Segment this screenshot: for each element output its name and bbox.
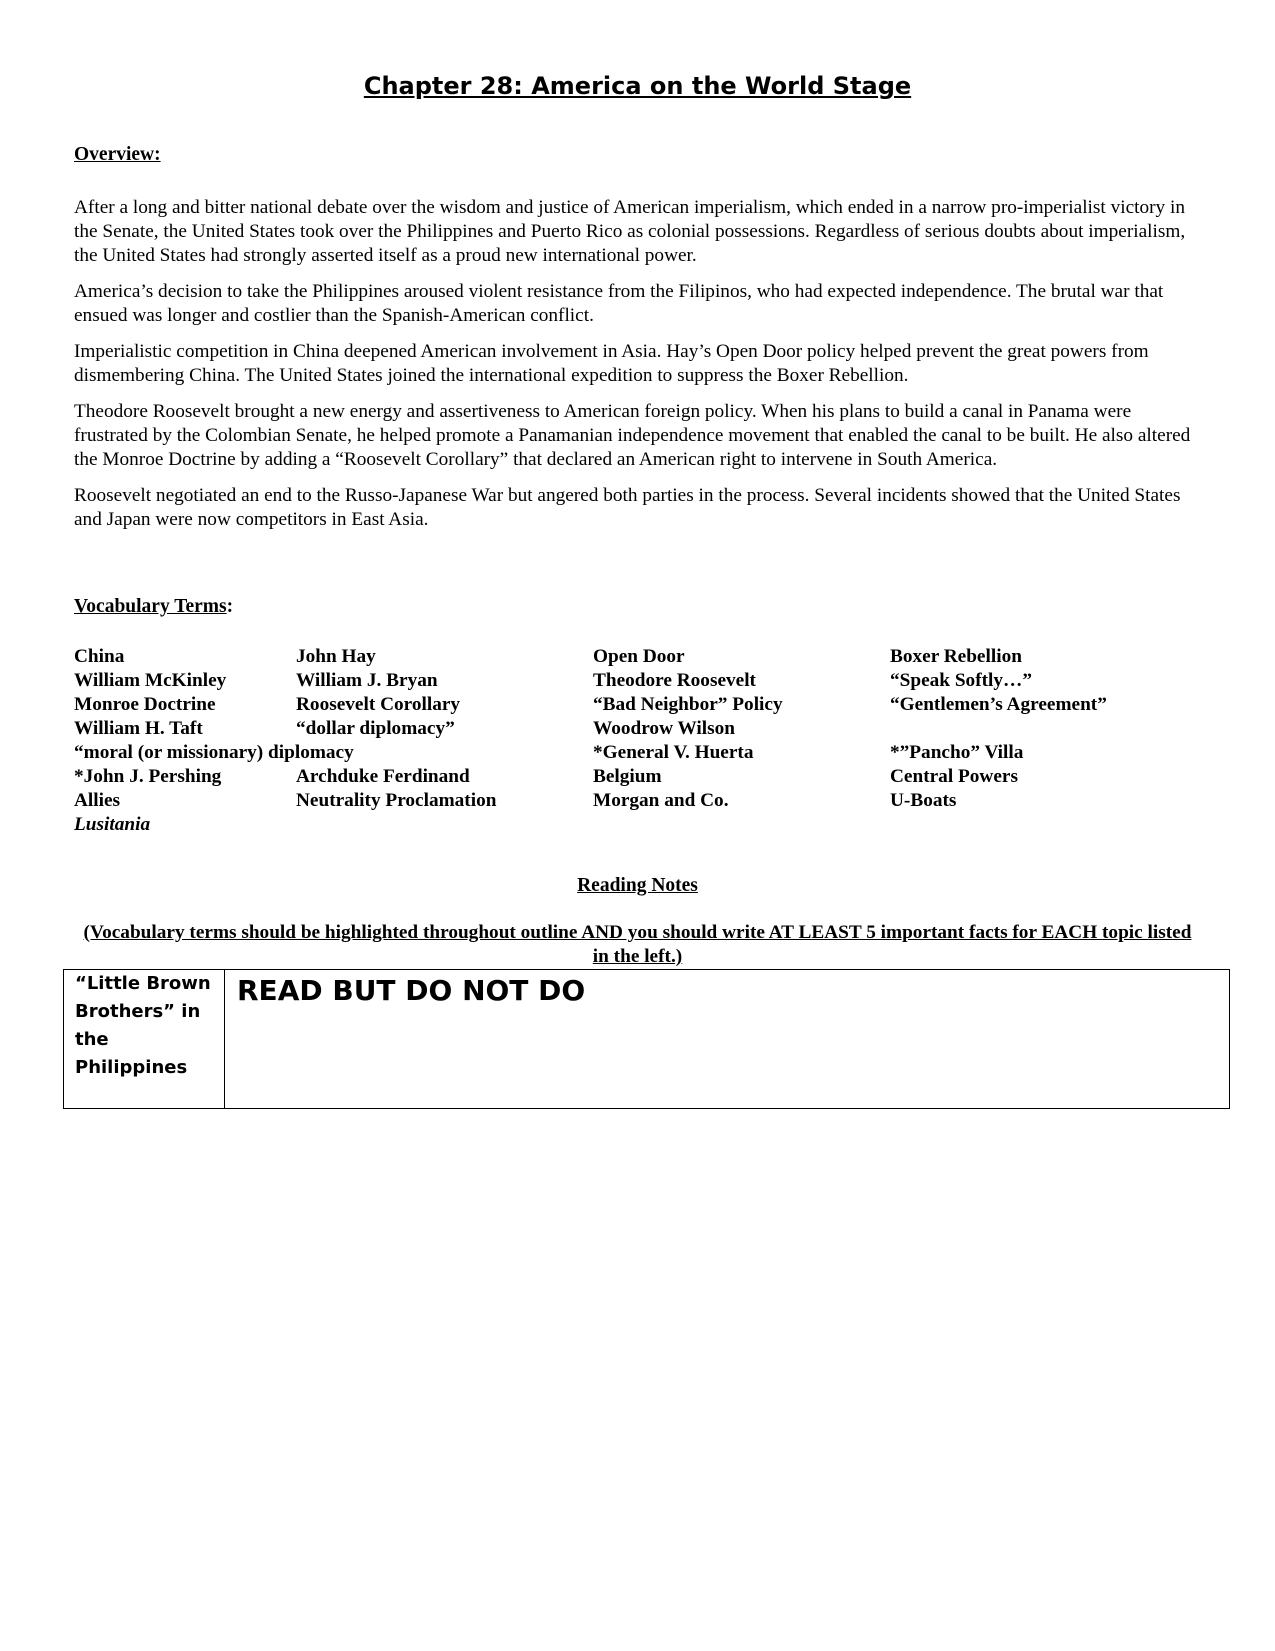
topic-line: the [75, 1029, 109, 1050]
vocab-term: “Gentlemen’s Agreement” [890, 694, 1107, 715]
overview-paragraph: America’s decision to take the Philippines aroused violent resistance from the Filipinos, who had expected independence. The brutal war that ensued was longer and costlier than the Spanish-American conflict. [74, 281, 1164, 326]
vocab-term: “dollar diplomacy” [296, 718, 455, 739]
vocab-term: Morgan and Co. [593, 790, 729, 811]
vocab-term: “Speak Softly…” [890, 670, 1032, 691]
vocab-term: Central Powers [890, 766, 1018, 787]
vocab-term: Neutrality Proclamation [296, 790, 497, 811]
notes-table [63, 969, 1230, 1109]
vocab-term: *General V. Huerta [593, 742, 754, 763]
vocab-term: Open Door [593, 646, 685, 667]
topic-line: “Little Brown [75, 973, 211, 994]
topic-line: Brothers” in [75, 1001, 201, 1022]
vocabulary-heading [74, 596, 233, 618]
vocab-term: Theodore Roosevelt [593, 670, 756, 691]
vocabulary-heading-text: Vocabulary Terms [74, 596, 227, 617]
vocab-term: Lusitania [74, 814, 151, 835]
overview-paragraph: Theodore Roosevelt brought a new energy and assertiveness to American foreign policy. When his plans to build a canal in Panama were frustrated by the Colombian Senate, he helped promote a Panamanian independence movement that enabled the canal to be built. He also altered the Monroe Doctrine by adding a “Roosevelt Corollary” that declared an American right to intervene in South America. [74, 401, 1191, 470]
vocab-term: Woodrow Wilson [593, 718, 735, 739]
overview-heading [74, 144, 161, 166]
vocab-term: John Hay [296, 646, 376, 667]
notes-content-cell: READ BUT DO NOT DO [237, 974, 586, 1007]
vocab-term: *”Pancho” Villa [890, 742, 1024, 763]
overview-body [74, 196, 1204, 544]
vocab-term: U-Boats [890, 790, 957, 811]
vocab-term: Archduke Ferdinand [296, 766, 470, 787]
reading-notes-instructions: (Vocabulary terms should be highlighted throughout outline AND you should write AT LEAST 5 important facts for EACH topic listed in the left.) [83, 922, 1192, 967]
vocab-term: China [74, 646, 125, 667]
page-title: Chapter 28: America on the World Stage [363, 72, 912, 100]
vocab-term: “moral (or missionary) diplomacy [74, 742, 354, 763]
overview-paragraph: Roosevelt negotiated an end to the Russo-Japanese War but angered both parties in the process. Several incidents showed that the United States and Japan were now competitors in East Asia. [74, 485, 1181, 530]
vocab-term: Monroe Doctrine [74, 694, 216, 715]
overview-paragraph: After a long and bitter national debate over the wisdom and justice of American imperialism, which ended in a narrow pro-imperialist victory in the Senate, the United States took over the Philippines and Puerto Rico as colonial possessions. Regardless of serious doubts about imperialism, the United States had strongly asserted itself as a proud new international power. [74, 197, 1186, 266]
vocab-term: William McKinley [74, 670, 227, 691]
topic-line: Philippines [75, 1057, 188, 1078]
topic-cell [64, 970, 225, 1108]
vocab-term: Roosevelt Corollary [296, 694, 461, 715]
overview-paragraph: Imperialistic competition in China deepened American involvement in Asia. Hay’s Open Door policy helped prevent the great powers from dismembering China. The United States joined the international expedition to suppress the Boxer Rebellion. [74, 341, 1149, 386]
vocab-term: “Bad Neighbor” Policy [593, 694, 783, 715]
reading-notes-title: Reading Notes [577, 875, 698, 896]
vocab-term: Belgium [593, 766, 662, 787]
vocabulary-list [74, 645, 1214, 835]
vocab-term: Allies [74, 790, 121, 811]
vocab-term: William J. Bryan [296, 670, 438, 691]
vocab-term: *John J. Pershing [74, 766, 222, 787]
vocab-term: Boxer Rebellion [890, 646, 1022, 667]
vocab-term: William H. Taft [74, 718, 203, 739]
overview-heading-text: Overview: [74, 144, 161, 165]
vocabulary-heading-colon: : [226, 596, 234, 617]
